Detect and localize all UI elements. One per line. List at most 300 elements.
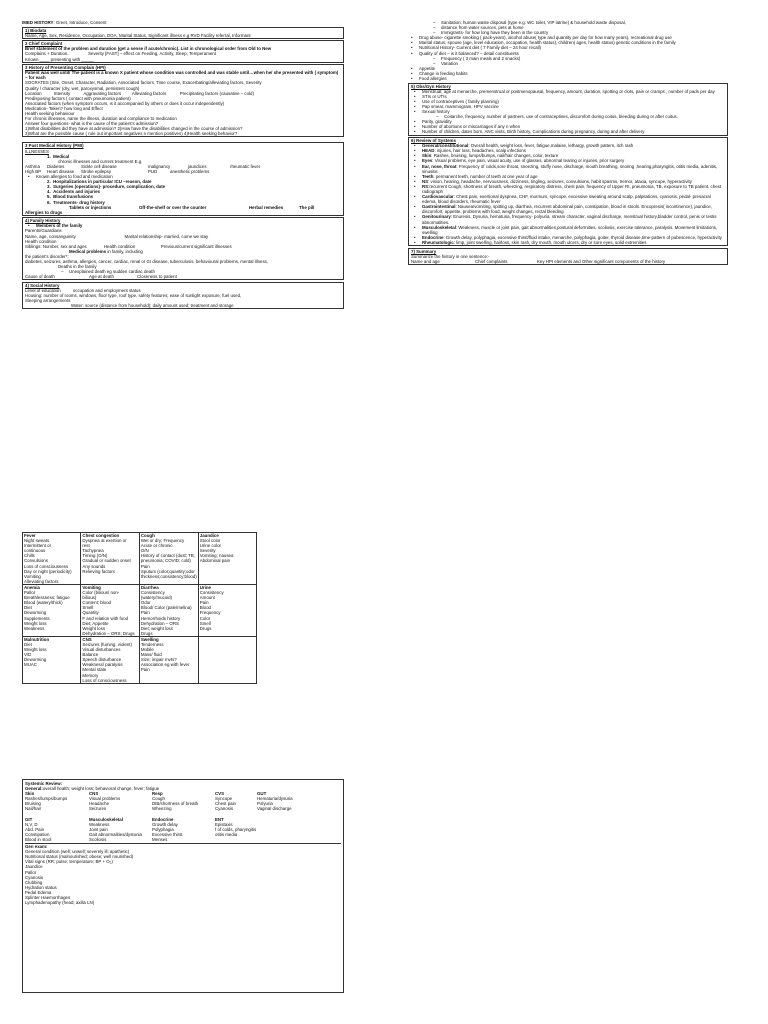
social-bullet: • Nutritional History- Current diet ( 7 Family diet – 24 hour recall) xyxy=(408,45,728,50)
symptom-item: Supplements xyxy=(24,615,50,621)
summary-section xyxy=(408,248,728,265)
gen-exam-item: Pallor xyxy=(25,869,37,875)
symptom-item: Wet or dry; Frequency xyxy=(140,538,185,544)
ros-value: : Frequency of colds,sore throat, sneezing, stuffy nose, discharge, mouth breathing, snoring ,hearing,pharyngitis, otitis media, adenitis, sinusitis xyxy=(422,163,718,174)
symptom-item: Diet xyxy=(24,605,32,611)
ros-heading: 6) Review of Systems xyxy=(411,138,456,144)
social-line: Sleeping arrangements xyxy=(25,298,71,304)
ros-list xyxy=(411,143,725,245)
pmh-illness: malignancy xyxy=(148,163,171,169)
symptom-item: Deworming xyxy=(24,657,47,663)
symptom-item: Size; impair mvts? xyxy=(140,657,177,663)
ros-value: : vision, hearing, headache, nervousness, dizziness, tingling, seizures, convulsions, habit spasms, tremor, ataxia, syncope, hyperactivity xyxy=(428,178,692,184)
gen-exam-item: Pedal Edema xyxy=(25,889,52,895)
system-item: Wheezing xyxy=(152,806,172,812)
system-heading: GUT xyxy=(257,791,267,797)
symptom-cell xyxy=(198,533,256,585)
appetite-item: • Food allergies xyxy=(408,76,728,81)
symptom-heading: CNS xyxy=(82,636,92,642)
system-item: Nail/hair xyxy=(25,806,42,812)
pmh-illness: High BP xyxy=(25,168,42,174)
hpi-line: Health seeking behaviour xyxy=(25,111,75,116)
symptom-heading: Diarrhea xyxy=(140,584,159,590)
symptom-item: Weakness/ paralysis xyxy=(82,662,123,668)
system-item: Abd. Pain xyxy=(25,826,45,832)
ros-item xyxy=(411,204,725,214)
system-item: Headache xyxy=(89,801,110,807)
pmh-illnesses-label: ILLNESSES xyxy=(25,148,49,154)
past-medical-history-section xyxy=(22,142,344,215)
ros-value: :recurrent Cough, shortness of breath, wheezing, respiratory distress, chest pain, frequency of Upper RI, pneumonia, TB, exposure to TB patient, chest radiograph xyxy=(422,183,722,194)
symptom-item: Sputum (color;quantity;odor xyxy=(140,568,195,574)
system-heading: CNS xyxy=(89,791,99,797)
summary-component: Key HPI elements and Other significant components of the history xyxy=(537,258,666,264)
system-item: Rashes/lumps/bumps xyxy=(25,796,68,802)
hpi-line: 1)What disabilities did they have at admission? 2)How have the disabilities changed in the course of admission? xyxy=(25,126,243,132)
symptom-item: Weight loss xyxy=(24,620,47,626)
symptom-item: Association eg with fever xyxy=(140,662,190,668)
symptom-item: Stool color xyxy=(199,538,221,544)
symptom-item: continuous xyxy=(24,548,46,554)
symptom-item: Intermittent or xyxy=(24,543,52,549)
ros-value: : Overall health, weight loss, fever, fatigue,malaise, lethargy, growth pattern, itch rash xyxy=(468,143,634,149)
symptom-checklist xyxy=(22,532,344,684)
medical-problems-rest: in family, including xyxy=(106,248,143,254)
pmh-illness: jaundices xyxy=(188,163,207,169)
summary-component: Chief complaints xyxy=(475,258,508,264)
review-of-systems-section xyxy=(408,137,728,246)
family-line: Parents/Guardians xyxy=(25,228,62,234)
unexplained-death-item: – Unexplained death eg sudden cardiac death xyxy=(58,269,341,274)
ros-item xyxy=(411,240,725,245)
pmh-illness: Sickle cell disease xyxy=(81,163,117,169)
system-item: Polyphagia xyxy=(152,826,174,832)
symptom-item: Mass/ fluid xyxy=(140,652,162,658)
symptom-heading: Chest congestion xyxy=(82,533,120,538)
symptom-cell xyxy=(139,584,198,636)
pmh-illness: Asthma xyxy=(25,163,40,169)
ros-value: : limp, joint swelling, hairloss, skin rash, dry mouth, mouth ulcers, dry or sore eyes, solid extremities xyxy=(453,239,647,245)
pmh-item-text: Treatments- drug history xyxy=(53,199,105,205)
ros-value: : Rashes, bruising, lumps/bumps, nail/hair changes, color, texture xyxy=(431,153,559,159)
system-item: Visual problems xyxy=(89,796,121,802)
hpi-heading: 3 History of Presenting Complain (HPI) xyxy=(25,65,106,71)
symptom-item: Gradual or sudden onset xyxy=(82,558,131,564)
symptom-item: Diet; Appetite xyxy=(82,620,109,626)
ros-key: Ear, nose, throat xyxy=(422,163,457,169)
system-item: DIB/shortness of breath xyxy=(152,801,199,807)
symptom-cell xyxy=(81,636,139,683)
family-deaths-line: Deaths in the family xyxy=(58,264,97,270)
pmh-illness: Heart disease xyxy=(47,168,75,174)
chief-line: Complains + Duration. Severity [FAST] – effect on Feeding, Activity, Sleep, Temperament xyxy=(25,51,216,57)
gen-exam-item: Vital signs (RR; pulse; temperature; BP + O₂) xyxy=(25,859,113,865)
symptom-item: Frequency xyxy=(199,610,221,616)
obs-gyn-item: • Menstrual; age at menarche, premenstrual or postmenopausal, frequency, amount, duration, spotting or clots, pain or cramps , number of pads per day xyxy=(411,89,725,94)
pmh-treatment-row xyxy=(25,205,341,210)
symptom-item: Color (bilious/ non- xyxy=(82,590,120,596)
summary-heading: 7) Summary xyxy=(411,248,437,254)
ros-key: Endocrine xyxy=(422,234,444,240)
system-item: Constipation xyxy=(25,831,50,837)
ros-key: Rheumatologic xyxy=(422,239,454,245)
symptom-item: Pain xyxy=(140,667,150,673)
obs-gyn-item: • Number of children, dates born, ANC visits, Birth history, Complications during pregnancy, during and after delivery xyxy=(411,129,725,134)
gen-exam-item: General condition (well; unwell; severely ill; apathetic) xyxy=(25,849,130,855)
pmh-heading: 3 Past Medical History (PMI) xyxy=(25,143,84,149)
systemic-grid-2 xyxy=(25,817,341,842)
social-bullet: • Marital status, spouse (age, level education, occupation, health status), children( ages, health status) genetic conditions in the family xyxy=(408,40,728,45)
symptom-table-row xyxy=(23,533,257,585)
system-item: f of colds, pharyngitis xyxy=(215,826,257,832)
hpi-line: Predisposing factors ( contact with pneumonia patient) xyxy=(25,95,131,101)
symptom-item: Convulsions xyxy=(24,558,48,564)
symptom-item: Content; blood xyxy=(82,600,111,606)
symptom-item: Relieving factors xyxy=(82,568,115,574)
hpi-line: Patient was well until/ The patient is a known X patient whose condition was controlled and was stable until…when he/ she presented with ( symptom) – for each xyxy=(25,70,339,81)
symptom-item: Pallor xyxy=(24,590,36,596)
symptom-item: Weight loss xyxy=(24,647,47,653)
summary-line: Summarize the history in one sentence:- xyxy=(411,253,490,259)
pmh-item-text: Surgeries (operations)- procedure, complication, date xyxy=(53,184,166,190)
symptom-item: Drugs xyxy=(199,625,212,631)
symptom-item: Breathlessness; fatigue xyxy=(24,595,70,601)
system-item: otitis media xyxy=(215,831,238,837)
symptom-item: Consistency xyxy=(199,590,224,596)
system-item: Gait abnormalities/dystonia xyxy=(89,831,142,837)
gen-exam-item: Jaundice xyxy=(25,864,43,870)
social-bullet: • Drug abuse- cigarette smoking ( pack-years), alcohol abuse( type and quantity per day for how many years), recreational drug use xyxy=(408,35,728,40)
ros-key: HEAD xyxy=(422,148,435,154)
hpi-line: For chronic illnesses, name the illness, duration and compliance to medication xyxy=(25,116,177,122)
chief-complaint-heading: 2 Chief Complaint xyxy=(25,41,63,47)
systemic-grid-1 xyxy=(25,791,341,811)
symptom-item: Severity xyxy=(199,548,216,554)
ros-item xyxy=(411,225,725,235)
system-item: Bruising xyxy=(25,801,41,807)
symptom-item: Diet; weight loss xyxy=(140,625,173,631)
gen-exam-item: Hydration status xyxy=(25,884,57,890)
obs-gyn-item: • STIs or UTIs xyxy=(411,94,725,99)
history-right-column xyxy=(408,20,728,265)
cause-of-death-row xyxy=(25,274,341,279)
symptom-item: Odor xyxy=(140,600,151,606)
appetite-list xyxy=(408,66,728,81)
system-heading: CVS xyxy=(215,791,225,797)
symptom-heading: Vomiting xyxy=(82,584,101,590)
obs-gyn-list-2 xyxy=(411,119,725,134)
hpi-line: 3)What are the possible cause ( rule out important negatives n mention positives) 4)Health seeking behavior? xyxy=(25,131,238,137)
symptom-heading: Malnutrition xyxy=(24,636,50,642)
family-members-list xyxy=(25,223,341,228)
pmh-item-text: Blood transfusions xyxy=(53,194,94,200)
symptom-item: bilious) xyxy=(82,595,97,601)
symptom-item: thickness;consistency;blood) xyxy=(140,573,197,579)
ros-item xyxy=(411,214,725,224)
pmh-item-number: 3. xyxy=(47,184,54,190)
summary-components-row xyxy=(411,259,725,264)
family-disorder-line: the patient's disorder*; xyxy=(25,253,69,259)
pmh-medical-label: Medical xyxy=(53,153,70,159)
system-item: Blood in stool xyxy=(25,836,52,842)
family-members-item: • Members of the family xyxy=(25,223,341,228)
pmh-item-number: 6. xyxy=(47,199,54,205)
symptom-item: Weakness xyxy=(24,625,45,631)
cod-column: Closeness to patient xyxy=(137,274,177,280)
symptom-item: Balance xyxy=(82,652,99,658)
chief-line: Known ____ presenting with _____ xyxy=(25,56,94,62)
system-heading: Endocrine xyxy=(152,816,174,822)
gen-exam-item: Nutritional status (malnourished; obese; well nourished) xyxy=(25,854,134,860)
symptom-item: Loss of consciousness xyxy=(82,677,127,683)
symptom-item: Diet xyxy=(24,641,32,647)
symptom-item: Weight loss xyxy=(82,625,106,631)
system-item: Syncope xyxy=(215,796,233,802)
symptom-heading: Cough xyxy=(140,533,155,538)
symptom-item: F and relation with food xyxy=(82,615,129,621)
obs-gyn-item: • Parity, gravidity xyxy=(411,119,725,124)
obs-gyn-item: • Use of contraceptives ( family planning) xyxy=(411,99,725,104)
system-heading: Musculoskeletal xyxy=(89,816,123,822)
ros-key: Cardiovascular xyxy=(422,194,454,200)
symptom-item: Vomiting xyxy=(24,573,41,579)
gen-exam-lines xyxy=(25,849,341,905)
treatment-type: Off-the-shelf or over the counter xyxy=(139,204,207,210)
ros-item xyxy=(411,184,725,194)
symptom-item: Urine color xyxy=(199,543,221,549)
ros-value: : Enuresis, Dysuria, hematuria, frequency- polyuria, stream character, vaginal discharge, menstrual history,bladder control, penis or testis abnormalities. xyxy=(422,214,717,225)
pmh-item-number: 1. xyxy=(47,153,54,159)
system-heading: Resp xyxy=(152,791,163,797)
family-line: Health condition xyxy=(25,238,57,244)
symptom-item: Deworming xyxy=(24,610,47,616)
pmh-illness: Diabetes xyxy=(47,163,65,169)
symptom-item: Dehydration – ORS xyxy=(140,620,179,626)
ros-value: : Visual problems, eye pain, visual acuity, use of glasses, abnormal tearing or injuries, prior surgery xyxy=(432,158,625,164)
symptom-item: Mobile xyxy=(140,647,154,653)
symptom-item: Blood xyxy=(199,605,211,611)
ros-item xyxy=(411,194,725,204)
summary-component: Name and age xyxy=(411,258,440,264)
pmh-illness: Stroke epilepsy xyxy=(81,168,112,174)
gen-exam-item: Splinter Haemorrhages xyxy=(25,894,71,900)
pmh-chronic-line: chronic illnesses and current treatment E.g. xyxy=(58,158,143,164)
family-heading: 4) Family History xyxy=(25,218,61,224)
treatment-type: Herbal remedies xyxy=(249,204,284,210)
ros-key: General/constitutional xyxy=(422,143,469,149)
ros-key: NS xyxy=(422,178,429,184)
symptom-cell xyxy=(23,584,81,636)
symptom-item: Mental state xyxy=(82,667,107,673)
symptom-item: Timing (O/N) xyxy=(82,553,108,559)
environment-list xyxy=(408,20,728,35)
ros-value: : Chest pain, exertional dyspnea, CHF, murmurs, syncope, excessive sweating around scalp, palpitations, cyanosis, pedal- presacral edema, blood disorders, rheumatic fever xyxy=(422,194,711,205)
symptom-item: Smell xyxy=(199,620,211,626)
symptom-item: MUAC xyxy=(24,662,37,668)
symptom-item: Night sweats xyxy=(24,538,50,544)
symptom-cell xyxy=(139,636,198,683)
hpi-line: Associated factors (when symptom occurs, is it accompanied by others or does it occur independently) xyxy=(25,100,225,106)
ros-key: Skin xyxy=(422,153,432,159)
hpi-section xyxy=(22,64,344,137)
family-line: Siblings: Number, sex and ages Health condition Previous/current significant illnesses xyxy=(25,243,232,249)
obs-gyn-list xyxy=(411,89,725,114)
pmh-illness: rheumatic fever xyxy=(230,163,261,169)
pmh-item-number: 4. xyxy=(47,189,54,195)
treatment-type: The pill xyxy=(299,204,315,210)
symptom-item: Tenderness xyxy=(140,641,164,647)
ros-item xyxy=(411,164,725,174)
ros-value: : Weakness, muscle or joint pain, gait abnormalities,postural deformities, scoliosis, exercise tolerance, paralysis. Movement limitations, swelling xyxy=(422,224,718,235)
general-exam-section xyxy=(25,843,341,905)
environment-item-cont: – distance from water sources, pets at home xyxy=(430,25,728,30)
pmh-illness: PUD xyxy=(148,168,158,174)
system-item: Chest pain xyxy=(215,801,236,807)
title-rest: : Greet, Introduce, Consent xyxy=(53,20,107,25)
symptom-item: pneumonia; COVID; cold) xyxy=(140,558,191,564)
system-item xyxy=(257,837,317,842)
title-bold: IMED HISTORY xyxy=(22,20,54,25)
symptom-item: Dehydration – ORS; Drugs xyxy=(82,630,135,636)
pmh-item-text: Accidents and injuries xyxy=(53,189,100,195)
hpi-line: Medication- Taken? how long and Effect xyxy=(25,105,103,111)
system-item: Vaginal discharge xyxy=(257,806,292,812)
system-item: Menses xyxy=(152,836,168,842)
symptom-item: Alleviating factors xyxy=(24,578,59,584)
system-heading: Skin xyxy=(25,791,35,797)
gen-exam-item: Clubbing xyxy=(25,879,43,885)
symptom-item: rest xyxy=(82,543,90,549)
family-disorders-list: diabetes, seizures, asthma, allergies, cancer, cardiac, renal or GI disease, tuberculosis, behavioural problems, mental illness, xyxy=(25,259,269,265)
symptom-cell xyxy=(198,636,256,683)
symptom-heading: Anemia xyxy=(24,584,40,590)
symptom-heading: Fever xyxy=(24,533,36,538)
symptom-cell xyxy=(23,533,81,585)
system-item: Hematuria/dysuria xyxy=(257,796,293,802)
system-item: Cough xyxy=(152,796,165,802)
ros-key: Genitourinary xyxy=(422,214,451,220)
hpi-line: Quality / character (dry, wet, paroxysmal, persistent cough) xyxy=(25,85,140,91)
cod-column: Age at death xyxy=(89,274,114,280)
pmh-illness: anesthetic problems xyxy=(170,168,210,174)
obs-gyn-item: • Sexual history xyxy=(411,109,725,114)
symptom-heading: Swelling xyxy=(140,636,159,642)
pmh-item-text: Hospitalizations in particular ICU –reason, date xyxy=(53,179,152,185)
symptom-item: Visual disturbances xyxy=(82,647,121,653)
symptom-item: Seizures (fuming, violent) xyxy=(82,641,132,647)
symptom-heading: Jaundice xyxy=(199,533,219,538)
ros-value: : Nausea/vomiting, spitting up, diarrhea, recurrent abdominal pain, constipation, blood in stools. Encopresis( incontinence), jaundice, discomfort, appetite, problems with food, weight changes, rectal bleeding xyxy=(422,204,712,215)
medical-problems-label: Medical problems xyxy=(69,248,107,254)
ros-key: Musculoskeletal xyxy=(422,224,456,230)
symptom-cell xyxy=(23,636,81,683)
symptom-item: Acute or chronic xyxy=(140,543,173,549)
symptom-item: Amount xyxy=(199,595,215,601)
gen-exam-item: Cyanosis xyxy=(25,874,44,880)
symptom-item: Quantity xyxy=(82,610,99,616)
appetite-item: • Appetite xyxy=(408,66,728,71)
ros-key: RS xyxy=(422,183,429,189)
social-bullet: • Quality of diet – is it balanced? – detail constituents xyxy=(408,51,728,56)
symptom-item: O/N xyxy=(140,548,149,554)
ros-value: : permanent teeth, number of teeth at one year of age xyxy=(433,173,538,179)
ros-key: Gastrointestinal xyxy=(422,204,456,210)
treatment-type: Tablets or injections xyxy=(69,204,112,210)
environment-item: – Sanitation: human waste disposal (type e.g. WC toilet, VIP latrine) & household waste disposal, xyxy=(430,20,728,25)
system-item: Excessive thirst xyxy=(152,831,183,837)
symptom-item: Abdominal pain xyxy=(199,558,231,564)
symptom-item: Consistency xyxy=(140,590,165,596)
symptom-item: Pain xyxy=(140,610,150,616)
family-history-section xyxy=(22,217,344,280)
systemic-review-box xyxy=(22,779,344,993)
family-line: Name, age, consanguinity Marital relationship- married, come we stay xyxy=(25,233,209,239)
symptom-table xyxy=(22,532,257,684)
document-title xyxy=(22,20,344,25)
symptom-item: Color xyxy=(199,615,211,621)
symptom-item: Blood/ Color (pale/melina) xyxy=(140,605,192,611)
history-left-column xyxy=(22,20,344,309)
symptom-item: Any sounds xyxy=(82,563,106,569)
social-line: Level of education occupation and employment status xyxy=(25,288,141,293)
symptom-item: Tachypnea xyxy=(82,548,104,554)
chief-complaint-section xyxy=(22,40,344,62)
system-item: Joint pain xyxy=(89,826,108,832)
symptom-item: Vomiting; nausea xyxy=(199,553,234,559)
ros-key: Eyes xyxy=(422,158,433,164)
system-item: Polyuria xyxy=(257,801,273,807)
diet-frequency-item: – Variation xyxy=(430,61,728,66)
symptom-table-row xyxy=(23,636,257,683)
diet-frequency-item: – Frequency ( 3 main meals and 2 snacks) xyxy=(430,56,728,61)
symptom-item: Day or night (periodicity) xyxy=(24,568,72,574)
symptom-item: Smell xyxy=(82,605,94,611)
pmh-item-number: 2. xyxy=(47,179,54,185)
system-item: Seizures xyxy=(89,806,107,812)
hpi-line: Answer four questions- what is the cause of the patient's admission? xyxy=(25,121,159,127)
ros-value: : Growth delay, polyphagia, excessive thirst/fluid intake, menarche, polyphagia, goiter, thyroid disease,time-pattern of pubescence, hyperactivity xyxy=(443,234,722,240)
symptom-cell xyxy=(81,584,139,636)
hpi-line: SOCRATES (Site, Onset, Character, Radiation, Associated factors, Time course, Exacerbating/alleviating factors, Severity xyxy=(25,80,262,86)
symptom-cell xyxy=(139,533,198,585)
social-bullets xyxy=(408,35,728,55)
social-heading: 4) Social History xyxy=(25,282,60,288)
chief-line: Brief statement of the problem and duration (get a sense if acute/chronic). List in chronological order from Old to New xyxy=(25,46,272,52)
obs-gyn-heading: 5) Obs/Gyn History xyxy=(411,83,451,89)
symptom-item: Speech disturbance xyxy=(82,657,122,663)
system-heading: GIT xyxy=(25,816,33,822)
obs-gyn-section xyxy=(408,83,728,136)
biodata-line: Name, Age, Sex, Residence, Occupation, DOA, Marital Status, Significant illness e.g RVD Facility referral, Informant xyxy=(25,32,251,38)
gen-exam-item: Lymphadenopathy (head; axilla LN) xyxy=(25,900,95,906)
systemic-general-value: overall health; weight loss; behavioral change; fever; fatigue xyxy=(42,786,160,792)
pmh-item-number: 5. xyxy=(47,194,54,200)
system-item: Cyanosis xyxy=(215,806,234,812)
allergies-to-drugs: Allergies to drugs xyxy=(25,209,63,215)
symptom-item: Loss of consciousness xyxy=(24,563,69,569)
diet-frequency-list xyxy=(408,56,728,66)
system-item: Weakness xyxy=(89,821,110,827)
hpi-line: Location Intensity Aggravating factors Alleviating factors Precipitating factors (causative – cold) xyxy=(25,90,254,96)
systemic-general-key: General: xyxy=(25,786,43,792)
symptom-cell xyxy=(198,584,256,636)
ros-value: : injuries, hair loss, headaches, scalp infections xyxy=(434,148,526,154)
cod-column: Cause of death xyxy=(25,274,55,280)
system-item: N,V, D xyxy=(25,821,38,827)
gen-exam-title: Gen exam: xyxy=(25,844,48,850)
symptom-cell xyxy=(81,533,139,585)
symptom-item: (watery/mucoid) xyxy=(140,595,173,601)
